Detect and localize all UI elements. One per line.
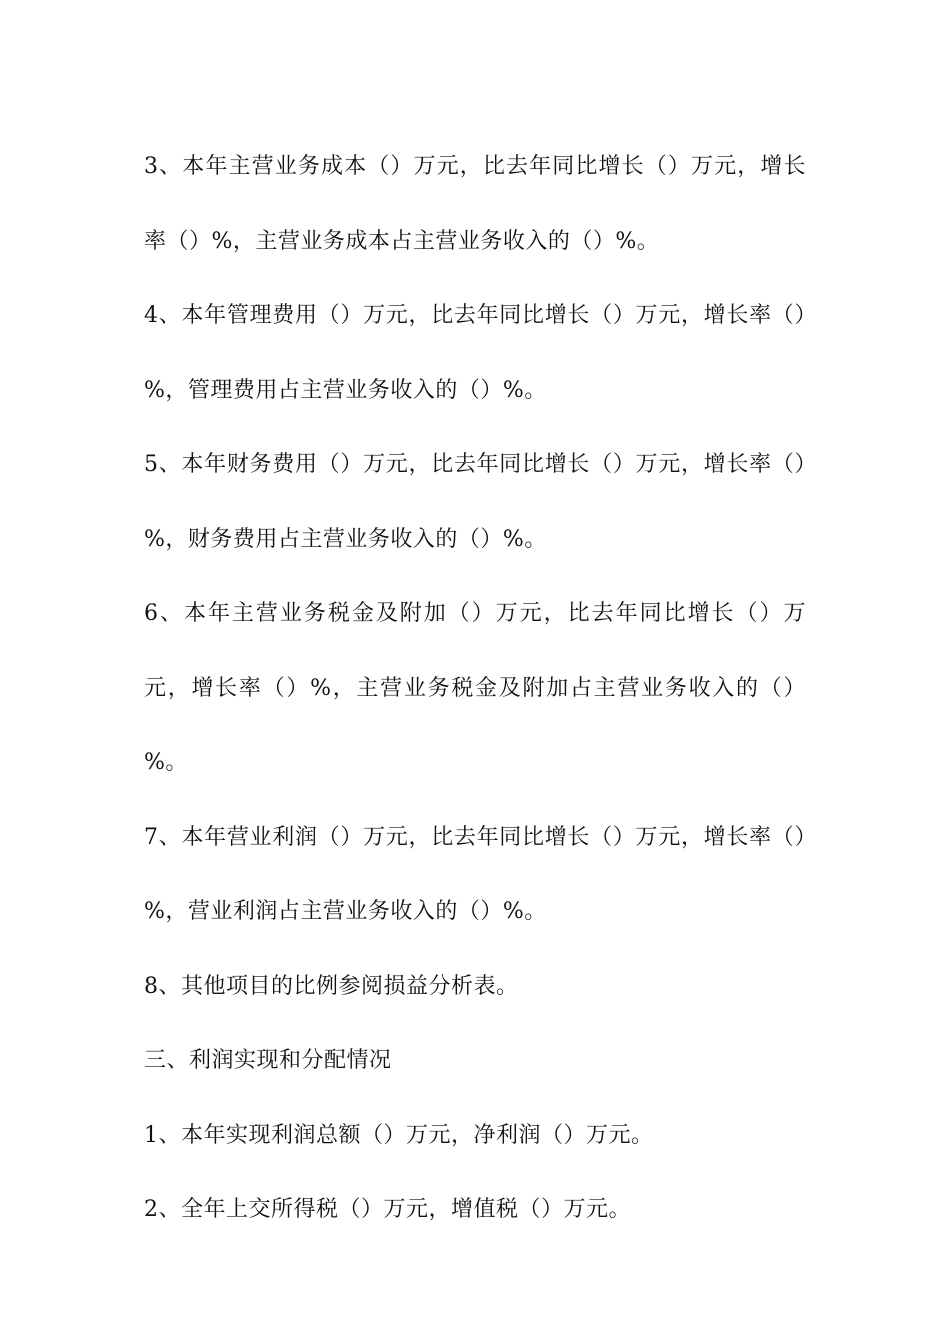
section-heading: 三、利润实现和分配情况 xyxy=(144,1048,392,1073)
paragraph-item-4: 4、本年管理费用（）万元，比去年同比增长（）万元，增长率（）%，管理费用占主营业务收入的（）%。 xyxy=(144,303,806,403)
paragraph-item-2: 2、全年上交所得税（）万元，增值税（）万元。 xyxy=(144,1197,631,1222)
document-body xyxy=(144,130,806,1248)
paragraph-item-6: 6、本年主营业务税金及附加（）万元，比去年同比增长（）万元，增长率（）%，主营业务税金及附加占主营业务收入的（）%。 xyxy=(144,601,806,775)
paragraph-item-3: 3、本年主营业务成本（）万元，比去年同比增长（）万元，增长率（）%，主营业务成本占主营业务收入的（）%。 xyxy=(144,154,806,254)
paragraph-item-7: 7、本年营业利润（）万元，比去年同比增长（）万元，增长率（）%，营业利润占主营业务收入的（）%。 xyxy=(144,824,806,924)
paragraph-item-1: 1、本年实现利润总额（）万元，净利润（）万元。 xyxy=(144,1122,654,1148)
paragraph-item-8: 8、其他项目的比例参阅损益分析表。 xyxy=(144,973,519,999)
paragraph-item-5: 5、本年财务费用（）万元，比去年同比增长（）万元，增长率（）%，财务费用占主营业务收入的（）%。 xyxy=(144,452,806,552)
